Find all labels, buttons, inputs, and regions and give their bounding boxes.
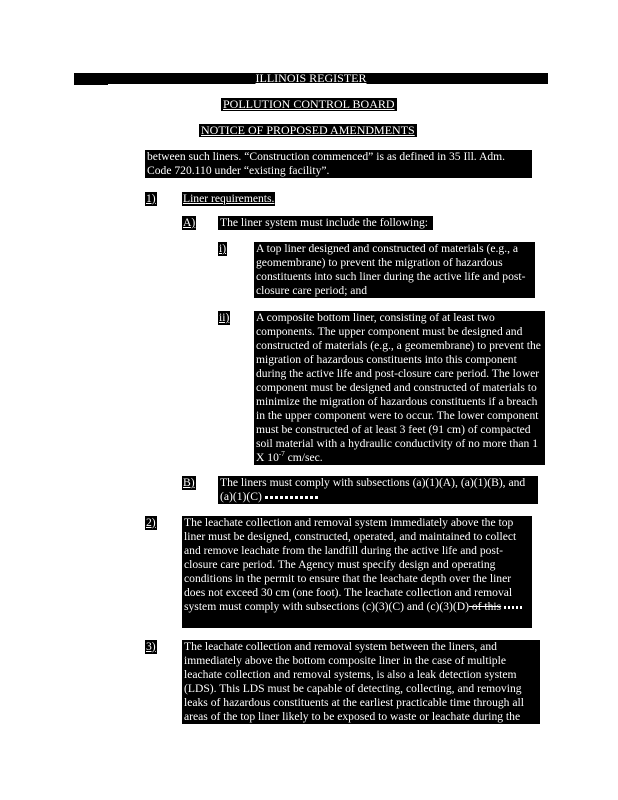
sub-i-marker: i) [219, 242, 227, 255]
section-2-text: The leachate collection and removal system immediately above the top liner must be designed, constructed, operated, and maintained to collect and remove leachate from the landfill during the active life and post-closure care period. The Agency must specify design and operating conditions in the permit to ensure that the leachate depth over the liner does not exceed 30 cm (one foot). The leachate collection and removal system must comply with subsections (c)(3)(C) and (c)(3)(D) [184, 516, 517, 613]
sub-ii-text: A composite bottom liner, consisting of at least two components. The upper component must be designed and constructed of materials (e.g., a geomembrane) to prevent the migration of hazardous constituents into this component during the active life and post-closure care period. The lower component must be designed and constructed of materials to minimize the migration of hazardous constituents if a breach in the upper component were to occur. The lower component must be constructed of at least 3 feet (91 cm) of compacted soil material with a hydraulic conductivity of no more than 1 X 10 [256, 311, 541, 464]
section-2-paragraph [182, 516, 532, 628]
illegible-mark [265, 496, 320, 499]
item-b-text: The liners must comply with subsections (a)(1)(A), (a)(1)(B), and (a)(1)(C) [220, 476, 526, 503]
section-1-heading: Liner requirements. [183, 192, 275, 205]
notice-title: NOTICE OF PROPOSED AMENDMENTS [201, 123, 415, 137]
section-3-marker: 3) [146, 640, 156, 653]
section-1-marker: 1) [146, 192, 156, 205]
section-3-paragraph: The leachate collection and removal system between the liners, and immediately above the bottom composite liner in the case of multiple leachate collection and removal systems, is also a leak detection system (LDS). This LDS must be capable of detecting, collecting, and removing leaks of hazardous constituents at the earliest practicable time through all areas of the top liner likely to be exposed to waste or leachate during the [182, 640, 540, 724]
register-title: ILLINOIS REGISTER [255, 71, 367, 85]
illegible-mark-2 [504, 606, 524, 609]
struck-text: of this [468, 600, 502, 613]
item-a-marker: A) [183, 216, 196, 229]
board-title: POLLUTION CONTROL BOARD [223, 97, 395, 111]
intro-text: between such liners. “Construction commenced” is as defined in 35 Ill. Adm. Code 720.110 under “existing facility”. [147, 150, 506, 177]
item-a-text: The liner system must include the following: [218, 216, 433, 230]
sub-i-paragraph: A top liner designed and constructed of materials (e.g., a geomembrane) to prevent the migration of hazardous constituents into such liner during the active life and post-closure care period; and [254, 242, 535, 298]
sub-ii-tail: cm/sec. [284, 451, 323, 464]
intro-paragraph [145, 150, 532, 178]
exponent: -7 [278, 450, 285, 459]
sub-ii-paragraph [254, 311, 545, 465]
item-b-marker: B) [183, 476, 195, 489]
sub-ii-marker: ii) [219, 311, 230, 324]
item-b-paragraph [218, 476, 538, 504]
section-2-marker: 2) [146, 516, 156, 529]
